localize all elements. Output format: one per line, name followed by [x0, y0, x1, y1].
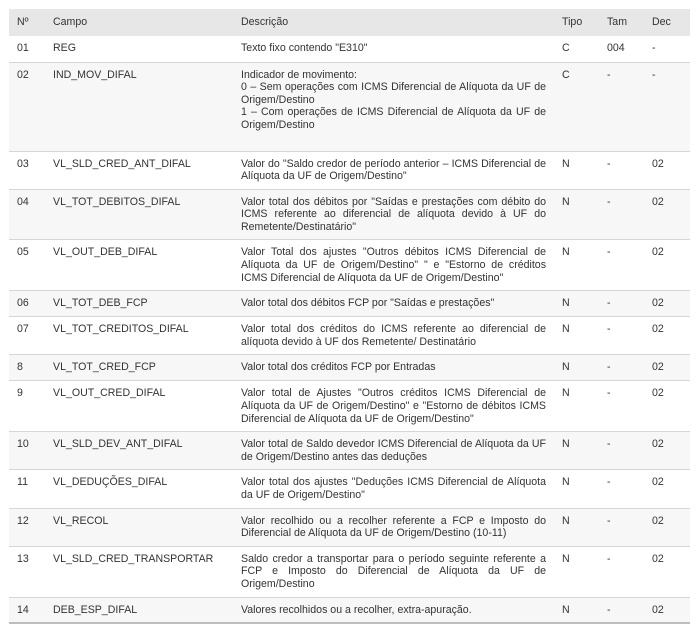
- cell-descricao: Valor Total dos ajustes "Outros débitos ICMS Diferencial de Alíquota da UF de Origem/Destino" " e "Estorno de créditos ICMS Diferencial de Alíquota da UF de Origem/Destino": [233, 240, 554, 291]
- cell-campo: VL_RECOL: [45, 508, 233, 546]
- cell-no: 8: [9, 355, 45, 381]
- cell-tipo: N: [554, 432, 599, 470]
- cell-campo: VL_TOT_CREDITOS_DIFAL: [45, 317, 233, 355]
- cell-tam: -: [599, 317, 644, 355]
- descricao-line: Indicador de movimento:: [241, 68, 358, 81]
- cell-tipo: N: [554, 291, 599, 317]
- cell-tipo: N: [554, 597, 599, 623]
- cell-campo: VL_SLD_CRED_TRANSPORTAR: [45, 546, 233, 597]
- descricao-line: 1 – Com operações de ICMS Diferencial de Alíquota da UF de Origem/Destino: [241, 106, 546, 131]
- cell-dec: 02: [644, 355, 690, 381]
- cell-tam: -: [599, 470, 644, 508]
- cell-descricao: Valor total dos débitos FCP por "Saídas e prestações": [233, 291, 554, 317]
- cell-tipo: C: [554, 62, 599, 151]
- cell-descricao: Saldo credor a transportar para o período seguinte referente a FCP e Imposto do Diferencial de Alíquota da UF de Origem/Destino: [233, 546, 554, 597]
- cell-dec: 02: [644, 508, 690, 546]
- cell-no: 11: [9, 470, 45, 508]
- header-dec: Dec: [644, 9, 690, 36]
- cell-tam: -: [599, 189, 644, 240]
- cell-campo: VL_OUT_DEB_DIFAL: [45, 240, 233, 291]
- table-row: [9, 381, 690, 432]
- cell-dec: 02: [644, 291, 690, 317]
- cell-descricao: Texto fixo contendo "E310": [233, 36, 554, 62]
- cell-no: 9: [9, 381, 45, 432]
- cell-tam: -: [599, 355, 644, 381]
- cell-no: 01: [9, 36, 45, 62]
- cell-tam: -: [599, 381, 644, 432]
- table-header: [9, 9, 690, 36]
- header-row: [9, 9, 690, 36]
- cell-dec: 02: [644, 189, 690, 240]
- table-row: [9, 508, 690, 546]
- table-row: [9, 470, 690, 508]
- cell-campo: VL_TOT_DEB_FCP: [45, 291, 233, 317]
- register-table-frame: [9, 9, 690, 624]
- cell-descricao: Valor do "Saldo credor de período anterior – ICMS Diferencial de Alíquota da UF de Origem/Destino": [233, 151, 554, 189]
- cell-no: 02: [9, 62, 45, 151]
- cell-dec: 02: [644, 381, 690, 432]
- cell-no: 06: [9, 291, 45, 317]
- cell-dec: 02: [644, 546, 690, 597]
- table-row: [9, 432, 690, 470]
- cell-no: 05: [9, 240, 45, 291]
- cell-campo: VL_TOT_DEBITOS_DIFAL: [45, 189, 233, 240]
- cell-tam: -: [599, 62, 644, 151]
- cell-tam: -: [599, 240, 644, 291]
- cell-campo: REG: [45, 36, 233, 62]
- descricao-line: 0 – Sem operações com ICMS Diferencial de Alíquota da UF de Origem/Destino: [241, 81, 546, 106]
- table-body: [9, 36, 690, 623]
- cell-dec: -: [644, 36, 690, 62]
- cell-dec: -: [644, 62, 690, 151]
- table-row: [9, 189, 690, 240]
- cell-tam: -: [599, 291, 644, 317]
- cell-descricao: Valor total dos créditos FCP por Entradas: [233, 355, 554, 381]
- cell-tam: 004: [599, 36, 644, 62]
- cell-descricao: Valores recolhidos ou a recolher, extra-apuração.: [233, 597, 554, 623]
- table-row: [9, 240, 690, 291]
- table-row: [9, 546, 690, 597]
- register-table: [9, 9, 690, 624]
- cell-dec: 02: [644, 317, 690, 355]
- cell-tipo: N: [554, 355, 599, 381]
- cell-tipo: N: [554, 508, 599, 546]
- cell-tam: -: [599, 546, 644, 597]
- cell-tipo: N: [554, 546, 599, 597]
- cell-dec: 02: [644, 240, 690, 291]
- cell-tam: -: [599, 597, 644, 623]
- cell-no: 07: [9, 317, 45, 355]
- cell-no: 13: [9, 546, 45, 597]
- cell-no: 10: [9, 432, 45, 470]
- header-no: Nº: [9, 9, 45, 36]
- cell-dec: 02: [644, 432, 690, 470]
- cell-descricao: Valor total dos ajustes "Deduções ICMS Diferencial de Alíquota da UF de Origem/Destino": [233, 470, 554, 508]
- header-tipo: Tipo: [554, 9, 599, 36]
- cell-tam: -: [599, 508, 644, 546]
- cell-descricao: [233, 62, 554, 151]
- cell-dec: 02: [644, 597, 690, 623]
- table-row: [9, 355, 690, 381]
- cell-campo: DEB_ESP_DIFAL: [45, 597, 233, 623]
- cell-tipo: N: [554, 189, 599, 240]
- cell-descricao: Valor total dos créditos do ICMS referente ao diferencial de alíquota devido à UF dos Remetente/ Destinatário: [233, 317, 554, 355]
- header-descricao: Descrição: [233, 9, 554, 36]
- table-row: [9, 291, 690, 317]
- cell-no: 14: [9, 597, 45, 623]
- cell-campo: VL_SLD_CRED_ANT_DIFAL: [45, 151, 233, 189]
- cell-descricao: Valor total de Ajustes "Outros créditos ICMS Diferencial de Alíquota da UF de Origem/Destino" e "Estorno de débitos ICMS Diferencial de Alíquota da UF de Origem/Destino": [233, 381, 554, 432]
- cell-campo: VL_OUT_CRED_DIFAL: [45, 381, 233, 432]
- cell-no: 12: [9, 508, 45, 546]
- cell-campo: VL_DEDUÇÕES_DIFAL: [45, 470, 233, 508]
- cell-no: 04: [9, 189, 45, 240]
- cell-descricao: Valor recolhido ou a recolher referente a FCP e Imposto do Diferencial de Alíquota da UF de Origem/Destino (10-11): [233, 508, 554, 546]
- table-row: [9, 151, 690, 189]
- cell-descricao: Valor total de Saldo devedor ICMS Diferencial de Alíquota da UF de Origem/Destino antes das deduções: [233, 432, 554, 470]
- table-row: [9, 36, 690, 62]
- cell-campo: VL_SLD_DEV_ANT_DIFAL: [45, 432, 233, 470]
- cell-tipo: N: [554, 470, 599, 508]
- header-tam: Tam: [599, 9, 644, 36]
- cell-tipo: N: [554, 317, 599, 355]
- cell-tam: -: [599, 151, 644, 189]
- cell-tipo: N: [554, 151, 599, 189]
- cell-tipo: N: [554, 240, 599, 291]
- cell-no: 03: [9, 151, 45, 189]
- cell-dec: 02: [644, 151, 690, 189]
- table-row: [9, 62, 690, 151]
- cell-dec: 02: [644, 470, 690, 508]
- cell-tipo: C: [554, 36, 599, 62]
- cell-campo: VL_TOT_CRED_FCP: [45, 355, 233, 381]
- cell-descricao: Valor total dos débitos por "Saídas e prestações com débito do ICMS referente ao diferencial de alíquota devido à UF do Remetente/Destinatário": [233, 189, 554, 240]
- table-row: [9, 597, 690, 623]
- cell-tipo: N: [554, 381, 599, 432]
- header-campo: Campo: [45, 9, 233, 36]
- cell-campo: IND_MOV_DIFAL: [45, 62, 233, 151]
- cell-tam: -: [599, 432, 644, 470]
- table-row: [9, 317, 690, 355]
